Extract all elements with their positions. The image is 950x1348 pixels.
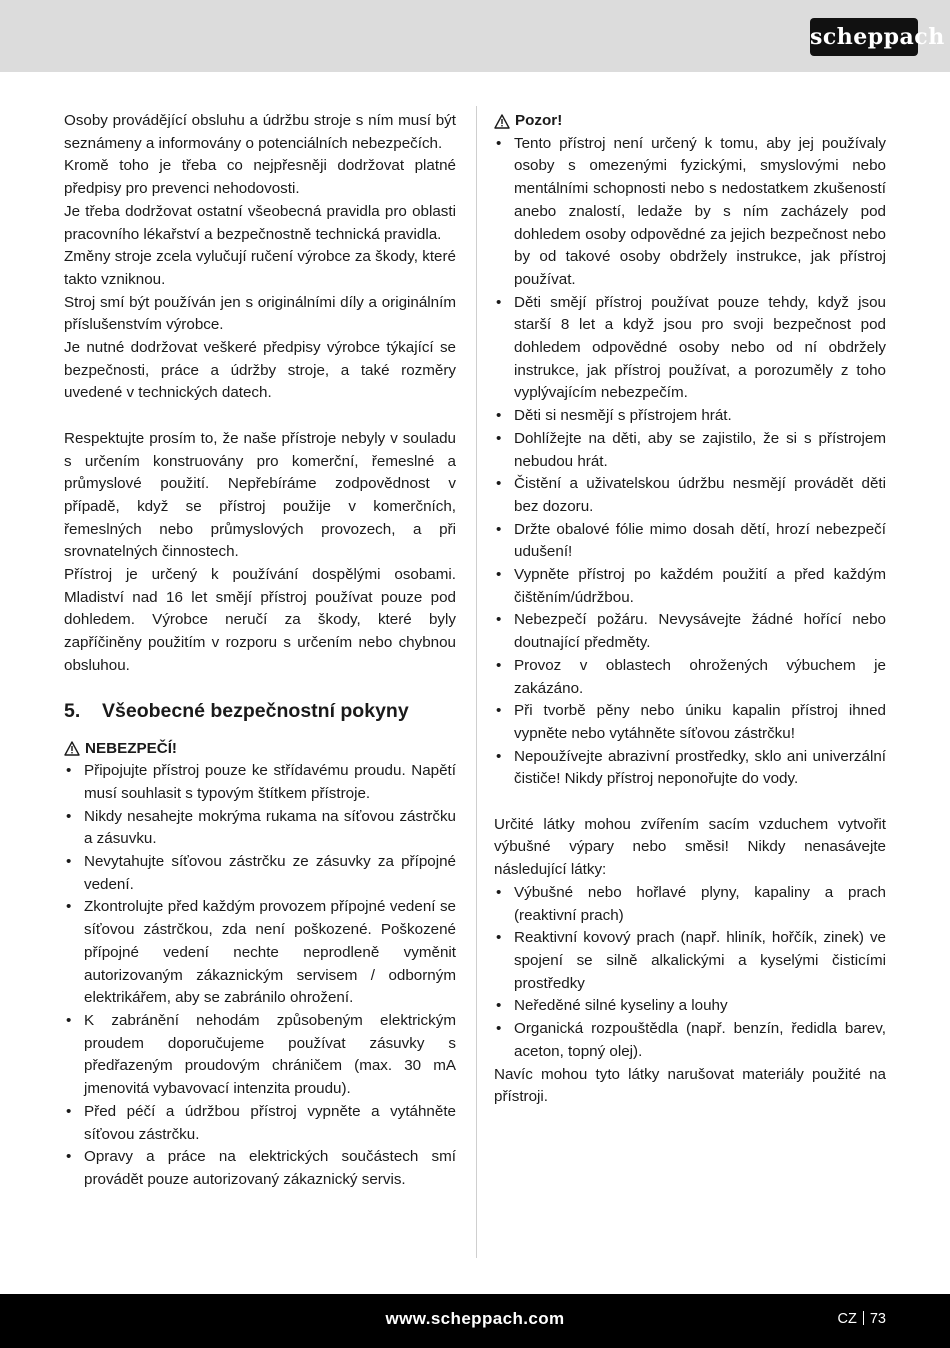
list-item: • Nevytahujte síťovou zástrčku ze zásuvky za přípojné vedení. [64, 851, 456, 896]
section-title: Všeobecné bezpečnostní pokyny [102, 699, 409, 722]
list-item: • Děti smějí přístroj používat pouze tehdy, když jsou starší 8 let a když jsou pro svoji bezpečnost pod dohledem odpovědné osoby nebo od ní obdržely instrukce, jak přístroj používat, a porozuměly z toho vyplývajícím nebezpečím. [494, 292, 886, 406]
usage-paragraph-2: Přístroj je určený k používání dospělými osobami. Mladiství nad 16 let smějí přístroj používat pouze pod dohledem. Výrobce neručí za škody, které byly zapříčiněny použitím v rozporu s určením nebo chybnou obsluhou. [64, 566, 456, 674]
caution-title [494, 110, 886, 133]
substances-intro: Určité látky mohou zvířením sacím vzduchem vytvořit výbušné výpary nebo směsi! Nikdy nenasávejte následující látky: [494, 815, 886, 879]
intro-paragraph-3: Je třeba dodržovat ostatní všeobecná pravidla pro oblasti pracovního lékařství a bezpečnostně technická pravidla. [64, 202, 456, 243]
danger-title-text: NEBEZPEČÍ! [85, 739, 177, 757]
list-item: • Provoz v oblastech ohrožených výbuchem je zakázáno. [494, 655, 886, 700]
list-item: • Opravy a práce na elektrických součástech smí provádět pouze autorizovaný zákaznický servis. [64, 1146, 456, 1191]
intro-paragraph-4: Změny stroje zcela vylučují ručení výrobce za škody, které takto vzniknou. [64, 248, 456, 288]
intro-paragraph-1: Osoby provádějící obsluhu a údržbu stroje s ním musí být seznámeny a informovány o potenciálních nebezpečích. [64, 112, 456, 152]
list-item: • Vypněte přístroj po každém použití a před každým čištěním/údržbou. [494, 564, 886, 609]
section-heading [64, 698, 456, 724]
intro-paragraph-2: Kromě toho je třeba co nejpřesněji dodržovat platné předpisy pro prevenci nehodovosti. [64, 157, 456, 198]
list-item: • K zabránění nehodám způsobeným elektrickým proudem doporučujeme používat zásuvky s předřazeným proudovým chráničem (max. 30 mA jmenovitá vybavovací intenzita proudu). [64, 1010, 456, 1101]
header-band [0, 0, 950, 72]
website-link[interactable]: www.scheppach.com [385, 1309, 565, 1328]
list-item: • Organická rozpouštědla (např. benzín, ředidla barev, aceton, topný olej). [494, 1018, 886, 1063]
list-item: • Neředěné silné kyseliny a louhy [494, 995, 886, 1018]
intro-paragraph-5: Stroj smí být používán jen s originálními díly a originálním příslušenstvím výrobce. [64, 293, 456, 334]
danger-title [64, 738, 456, 761]
left-column [64, 110, 456, 1192]
warning-triangle-icon [64, 741, 80, 756]
page-separator [863, 1311, 864, 1325]
intro-paragraph-6: Je nutné dodržovat veškeré předpisy výrobce týkající se bezpečnosti, práce a údržby stroje, a také rozměry uvedené v technických datech. [64, 339, 456, 402]
usage-paragraph-1: Respektujte prosím to, že naše přístroje nebyly v souladu s určením konstruovány pro komerční, řemeslné a průmyslové použití. Nepřebíráme zodpovědnost v případě, když se přístroj použije v komerčních, řemeslných nebo průmyslových provozech, a při srovnatelných činnostech. [64, 429, 456, 561]
substances-list [494, 882, 886, 1064]
page-number: 73 [869, 1311, 886, 1327]
list-item: • Dohlížejte na děti, aby se zajistilo, že si s přístrojem nebudou hrát. [494, 428, 886, 473]
footer-bar [0, 1294, 950, 1348]
closing-paragraph: Navíc mohou tyto látky narušovat materiály použité na přístroji. [494, 1065, 886, 1106]
list-item: • Reaktivní kovový prach (např. hliník, hořčík, zinek) ve spojení se silně alkalickými a kyselými čisticími prostředky [494, 927, 886, 995]
list-item: • Nepoužívejte abrazivní prostředky, sklo ani univerzální čističe! Nikdy přístroj neponořujte do vody. [494, 746, 886, 791]
brand-logo: scheppach [810, 18, 918, 56]
list-item: • Před péčí a údržbou přístroj vypněte a vytáhněte síťovou zástrčku. [64, 1101, 456, 1146]
danger-list [64, 760, 456, 1191]
list-item: • Zkontrolujte před každým provozem přípojné vedení se síťovou zástrčkou, zda není poškozené. Poškozené přípojné vedení nechte neprodleně vyměnit autorizovaným zákaznickým servisem / odborným elektrikářem, aby se zabránilo ohrožení. [64, 896, 456, 1010]
list-item: • Nikdy nesahejte mokrýma rukama na síťovou zástrčku a zásuvku. [64, 806, 456, 851]
column-divider [476, 106, 477, 1258]
list-item: • Čistění a uživatelskou údržbu nesmějí provádět děti bez dozoru. [494, 473, 886, 518]
caution-title-text: Pozor! [515, 112, 563, 129]
page-indicator [838, 1294, 886, 1344]
list-item: • Děti si nesmějí s přístrojem hrát. [494, 405, 886, 428]
list-item: • Připojujte přístroj pouze ke střídavému proudu. Napětí musí souhlasit s typovým štítkem přístroje. [64, 760, 456, 805]
list-item: • Tento přístroj není určený k tomu, aby jej používaly osoby s omezenými fyzickými, smyslovými nebo mentálními schopnosti nebo s nedostatkem zkušeností anebo znalostí, ledaže by s ním zacházely pod dohledem osoby odpovědné za jejich bezpečnost nebo by od takové osoby obdržely instrukce, jak přístroj používat. [494, 133, 886, 292]
list-item: • Nebezpečí požáru. Nevysávejte žádné hořící nebo doutnající předměty. [494, 609, 886, 654]
section-number: 5. [64, 699, 81, 722]
list-item: • Držte obalové fólie mimo dosah dětí, hrozí nebezpečí udušení! [494, 519, 886, 564]
warning-triangle-icon [494, 114, 510, 129]
list-item: • Při tvorbě pěny nebo úniku kapalin přístroj ihned vypněte nebo vytáhněte síťovou zástrčku! [494, 700, 886, 745]
list-item: • Výbušné nebo hořlavé plyny, kapaliny a prach (reaktivní prach) [494, 882, 886, 927]
caution-list [494, 133, 886, 791]
right-column [494, 110, 886, 1109]
language-code: CZ [837, 1311, 857, 1327]
